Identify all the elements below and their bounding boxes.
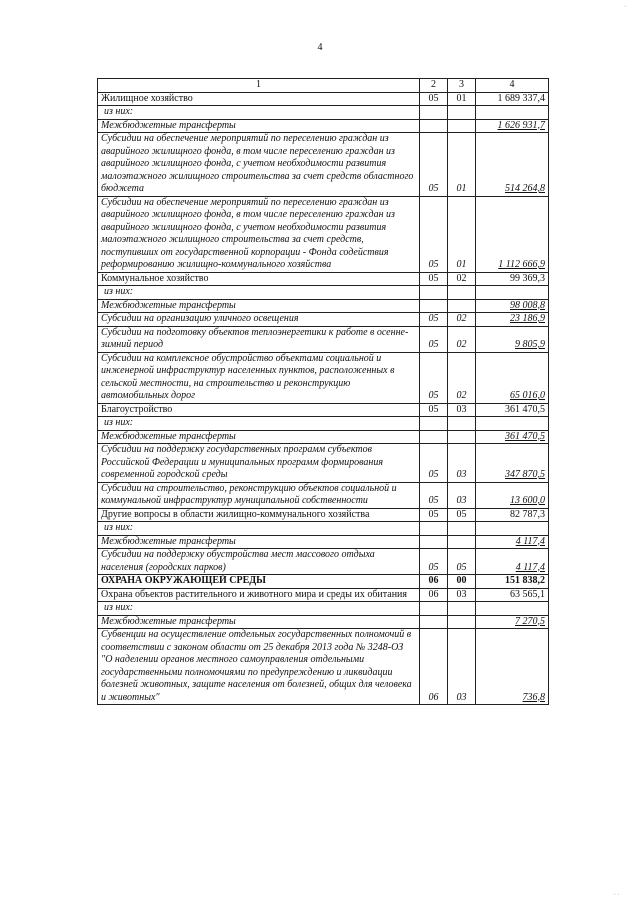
row-name: Межбюджетные трансферты [98,119,420,133]
row-razdel: 05 [420,508,448,522]
row-razdel [420,615,448,629]
table-row [98,133,549,197]
row-name: Коммунальное хозяйство [98,272,420,286]
row-name: Межбюджетные трансферты [98,535,420,549]
empty-cell [476,417,549,431]
row-amount: 9 805,9 [476,326,549,352]
row-razdel: 05 [420,352,448,403]
row-amount: 4 117,4 [476,549,549,575]
row-razdel [420,119,448,133]
empty-cell [420,417,448,431]
row-razdel: 05 [420,403,448,417]
row-note [98,286,549,300]
row-podrazdel: 01 [448,133,476,197]
row-podrazdel: 02 [448,313,476,327]
row-amount: 1 626 931,7 [476,119,549,133]
row-podrazdel: 01 [448,92,476,106]
table-row [98,508,549,522]
row-podrazdel: 03 [448,588,476,602]
row-amount: 7 270,5 [476,615,549,629]
empty-cell [420,522,448,536]
empty-cell [476,286,549,300]
empty-cell [420,286,448,300]
row-podrazdel: 03 [448,629,476,705]
empty-cell [448,602,476,616]
row-razdel: 05 [420,482,448,508]
row-amount: 361 470,5 [476,403,549,417]
row-podrazdel: 02 [448,272,476,286]
row-razdel [420,535,448,549]
row-name: из них: [98,602,420,616]
page-number: 4 [317,42,323,53]
row-amount: 63 565,1 [476,588,549,602]
table-row [98,352,549,403]
table-row [98,615,549,629]
row-razdel: 06 [420,575,448,589]
row-amount: 13 600,0 [476,482,549,508]
row-razdel [420,430,448,444]
row-name: Межбюджетные трансферты [98,430,420,444]
row-name: Субсидии на поддержку государственных программ субъектов Российской Федерации и муниципальных программ формирования современной городской среды [98,444,420,483]
row-name: Межбюджетные трансферты [98,615,420,629]
row-name: Охрана объектов растительного и животного мира и среды их обитания [98,588,420,602]
section-row [98,575,549,589]
row-amount: 65 016,0 [476,352,549,403]
row-name: Субсидии на комплексное обустройство объектами социальной и инженерной инфраструктур населенных пунктов, расположенных в сельской местности, на строительство и реконструкцию автомобильных дорог [98,352,420,403]
table-row [98,92,549,106]
row-amount: 23 186,9 [476,313,549,327]
row-amount: 151 838,2 [476,575,549,589]
table-row [98,196,549,272]
empty-cell [476,602,549,616]
row-name: Субсидии на поддержку обустройства мест массового отдыха населения (городских парков) [98,549,420,575]
row-name: из них: [98,417,420,431]
empty-cell [476,522,549,536]
row-note [98,106,549,120]
header-col-1: 1 [98,79,420,93]
row-podrazdel: 05 [448,549,476,575]
empty-cell [420,602,448,616]
row-razdel: 06 [420,629,448,705]
row-podrazdel: 02 [448,352,476,403]
empty-cell [476,106,549,120]
row-name: Другие вопросы в области жилищно-коммунального хозяйства [98,508,420,522]
row-razdel: 05 [420,313,448,327]
table-row [98,313,549,327]
row-podrazdel: 03 [448,444,476,483]
row-podrazdel [448,615,476,629]
row-name: из них: [98,286,420,300]
table-row [98,444,549,483]
row-razdel: 05 [420,326,448,352]
row-razdel: 06 [420,588,448,602]
row-podrazdel: 03 [448,403,476,417]
row-podrazdel [448,299,476,313]
empty-cell [420,106,448,120]
row-name: Субсидии на организацию уличного освещения [98,313,420,327]
empty-cell [448,286,476,300]
scan-mark-bottom: · · [614,892,620,898]
empty-cell [448,106,476,120]
row-amount: 4 117,4 [476,535,549,549]
row-podrazdel [448,535,476,549]
row-razdel: 05 [420,92,448,106]
table-row [98,326,549,352]
empty-cell [448,522,476,536]
row-amount: 1 689 337,4 [476,92,549,106]
row-name: из них: [98,522,420,536]
table-row [98,629,549,705]
row-name: Межбюджетные трансферты [98,299,420,313]
row-note [98,417,549,431]
row-amount: 361 470,5 [476,430,549,444]
row-note [98,602,549,616]
row-podrazdel: 05 [448,508,476,522]
scan-mark-top: · [624,4,626,10]
row-amount: 98 008,8 [476,299,549,313]
table-row [98,403,549,417]
row-name: из них: [98,106,420,120]
row-name: Субвенции на осуществление отдельных государственных полномочий в соответствии с законом области от 25 декабря 2013 года № 3248-ОЗ "О наделении органов местного самоуправления отдельными государственными полномочиями по предупреждению и ликвидации болезней животных, защите населения от болезней, общих для человека и животных" [98,629,420,705]
row-amount: 99 369,3 [476,272,549,286]
header-col-3: 3 [448,79,476,93]
row-amount: 347 870,5 [476,444,549,483]
row-name: ОХРАНА ОКРУЖАЮЩЕЙ СРЕДЫ [98,575,420,589]
row-razdel: 05 [420,549,448,575]
row-podrazdel: 03 [448,482,476,508]
table-row [98,588,549,602]
table-row [98,535,549,549]
table-header-row [98,79,549,93]
row-podrazdel: 00 [448,575,476,589]
table-row [98,430,549,444]
row-note [98,522,549,536]
row-name: Субсидии на обеспечение мероприятий по переселению граждан из аварийного жилищного фонда, в том числе переселению граждан из аварийного жилищного фонда, с учетом необходимости развития малоэтажного жилищного строительства за счет средств, поступивших от государственной корпорации - Фонда содействия реформированию жилищно-коммунального хозяйства [98,196,420,272]
table-row [98,119,549,133]
row-podrazdel: 02 [448,326,476,352]
row-razdel: 05 [420,272,448,286]
budget-table [97,78,549,705]
row-amount: 514 264,8 [476,133,549,197]
row-amount: 82 787,3 [476,508,549,522]
row-amount: 1 112 666,9 [476,196,549,272]
row-razdel: 05 [420,444,448,483]
table-row [98,482,549,508]
row-podrazdel [448,430,476,444]
empty-cell [448,417,476,431]
row-name: Благоустройство [98,403,420,417]
header-col-2: 2 [420,79,448,93]
row-name: Субсидии на строительство, реконструкцию объектов социальной и коммунальной инфраструктур муниципальной собственности [98,482,420,508]
row-podrazdel: 01 [448,196,476,272]
row-razdel [420,299,448,313]
row-razdel: 05 [420,196,448,272]
row-amount: 736,8 [476,629,549,705]
header-col-4: 4 [476,79,549,93]
table-row [98,299,549,313]
table-row [98,549,549,575]
row-name: Субсидии на обеспечение мероприятий по переселению граждан из аварийного жилищного фонда, в том числе переселению граждан из аварийного жилищного фонда, с учетом необходимости развития малоэтажного жилищного строительства за счет средств областного бюджета [98,133,420,197]
row-name: Субсидии на подготовку объектов теплоэнергетики к работе в осенне-зимний период [98,326,420,352]
row-podrazdel [448,119,476,133]
row-razdel: 05 [420,133,448,197]
row-name: Жилищное хозяйство [98,92,420,106]
table-row [98,272,549,286]
